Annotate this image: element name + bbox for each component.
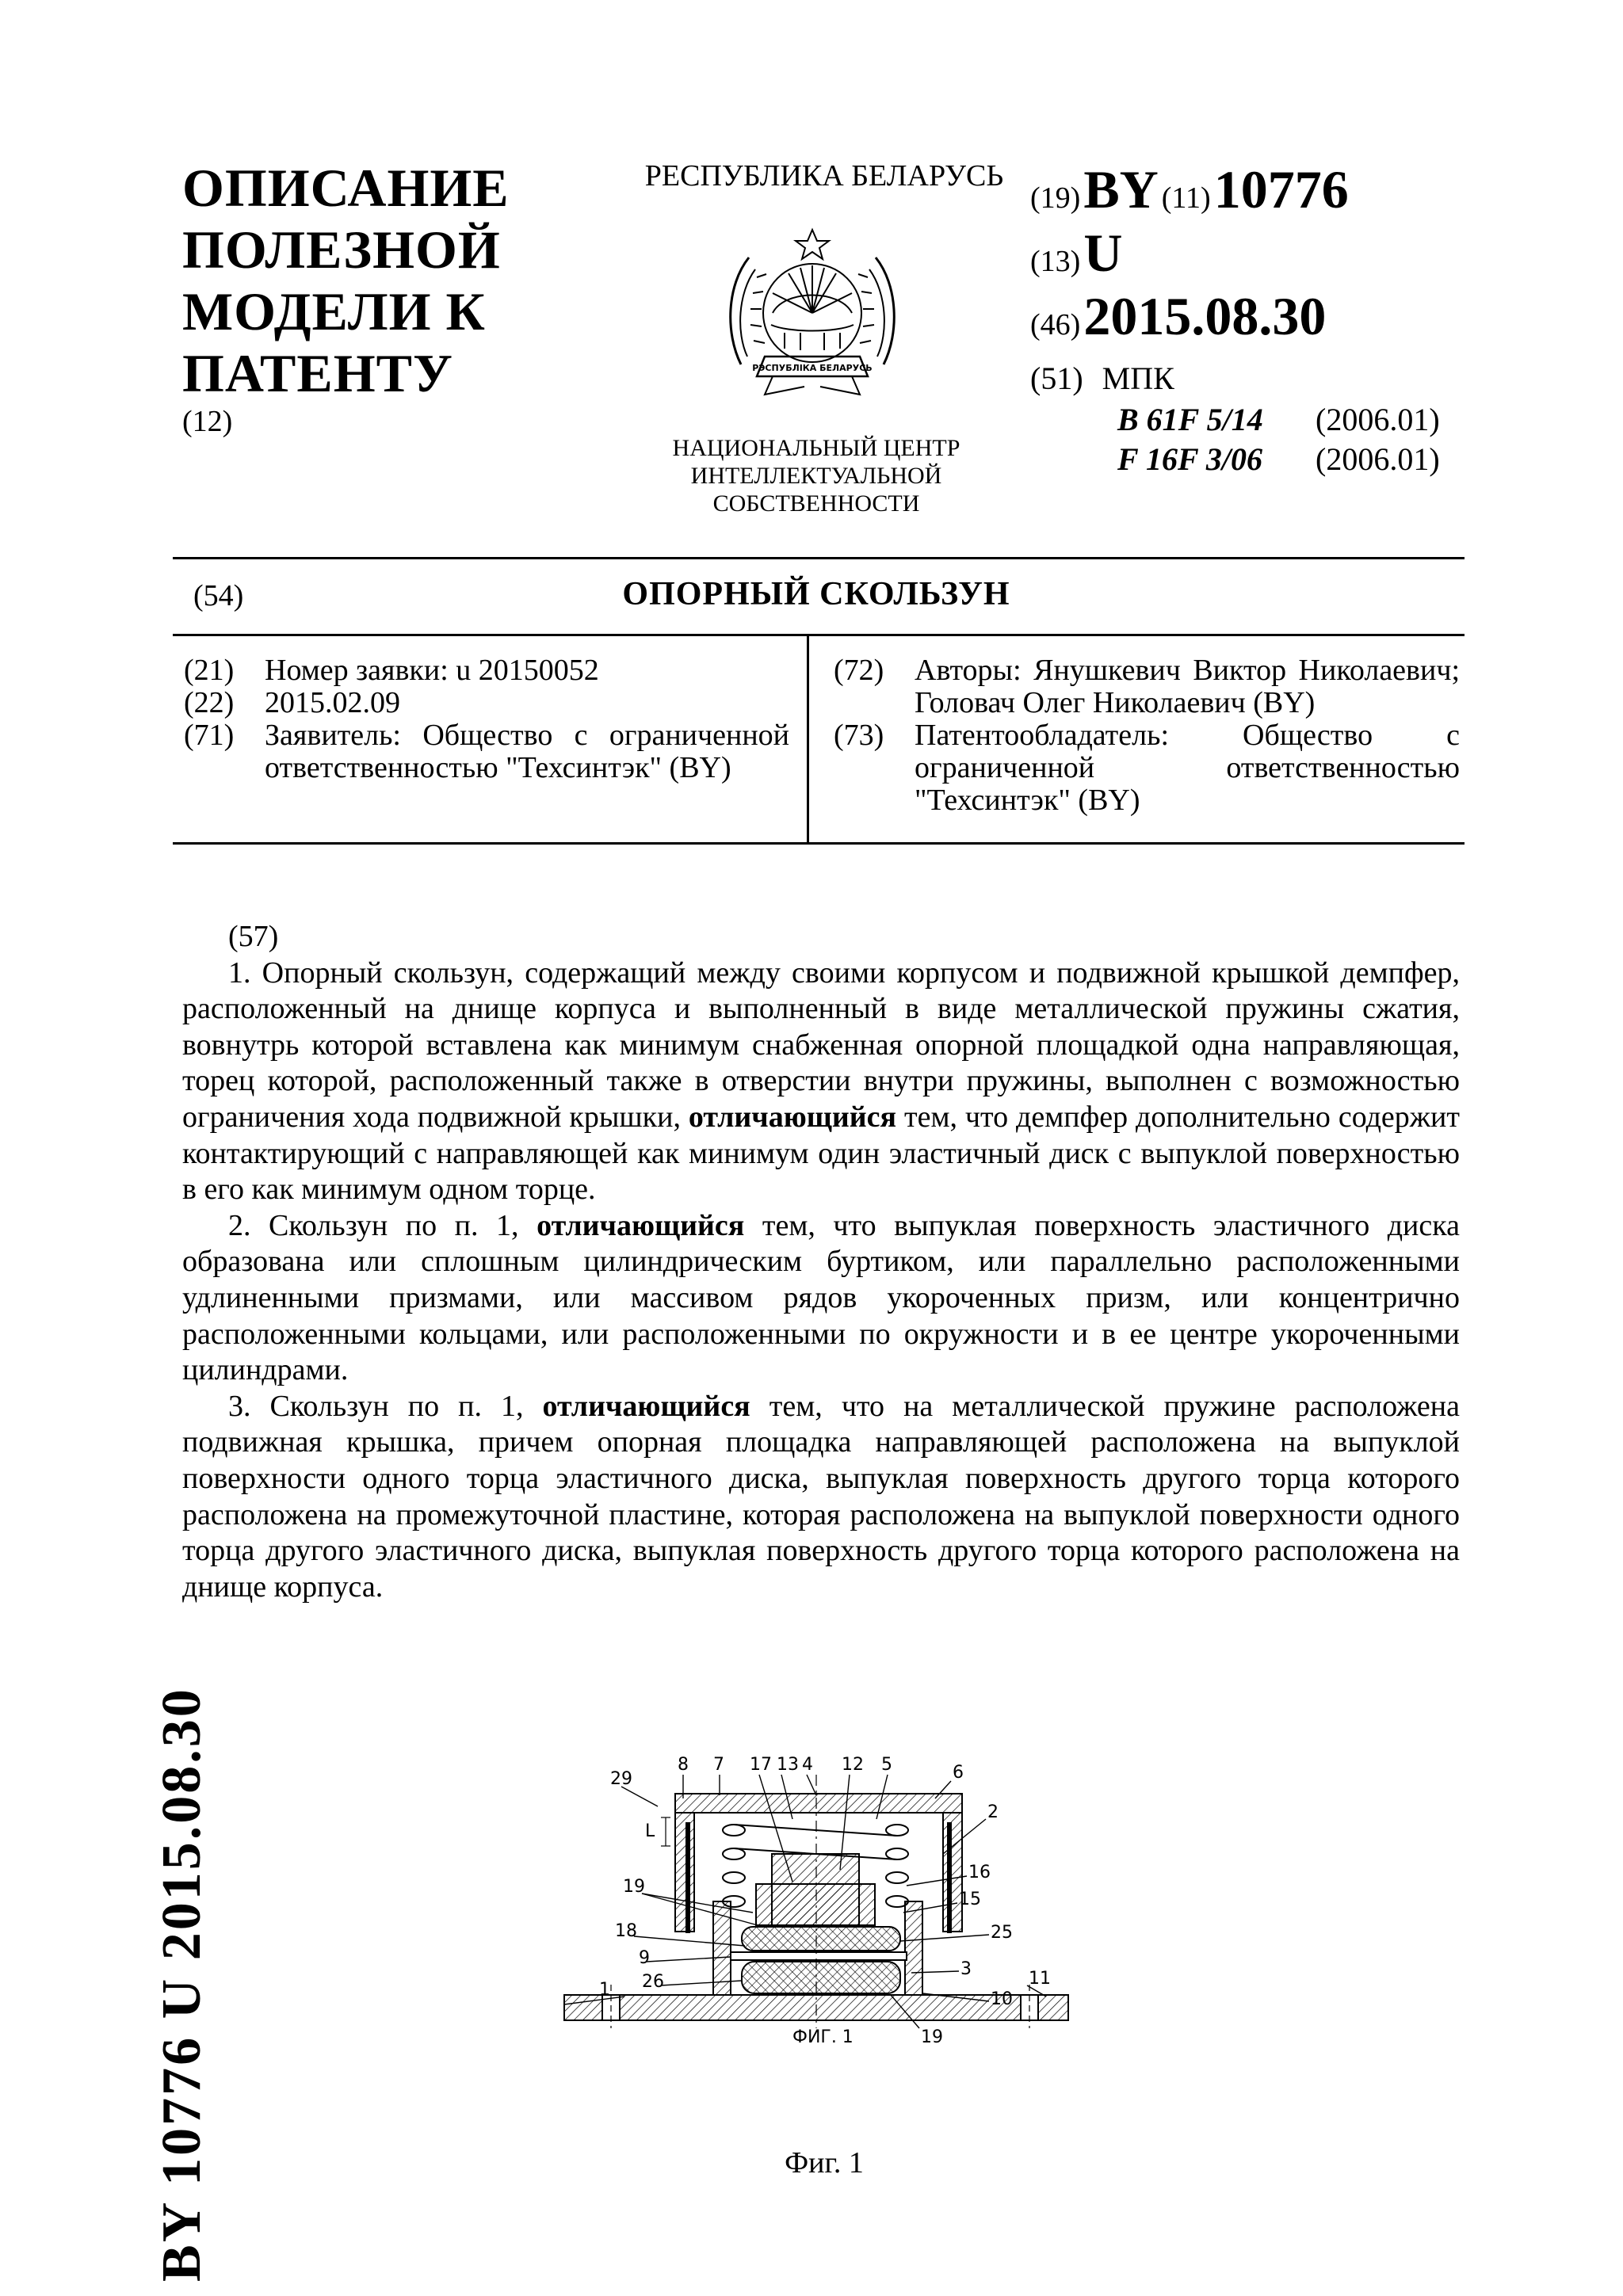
claim-text: тем, что выпуклая поверхность эластичного диска образована или сплошным цилиндрическим буртиком, или параллельно расположенными удлиненными призмами, или массивом рядов укороченных призм, или концентрично расположенными кольцами, или расположенными по окружности и в ее центре укороченными цилиндрами. — [182, 1208, 1461, 1387]
callout-label: 5 — [881, 1755, 892, 1775]
right-column — [834, 654, 1460, 817]
ipc-entry — [1117, 401, 1440, 438]
inid-code: (22) — [184, 686, 235, 719]
ipc-entry — [1117, 441, 1440, 478]
title-line: ПОЛЕЗНОЙ — [182, 219, 501, 280]
claim-text: 2. Скользун по п. 1, — [228, 1208, 519, 1242]
field-text: Заявитель: Общество с ограниченной ответственностью "Техсинтэк" (BY) — [265, 719, 789, 784]
title-rule — [173, 634, 1465, 636]
callout-label: 9 — [639, 1948, 650, 1968]
inid-12: (12) — [182, 405, 233, 438]
kind-code: U — [1083, 223, 1123, 283]
claim-1 — [182, 955, 1460, 1208]
callout-label: 7 — [713, 1755, 724, 1775]
figure-caption: Фиг. 1 — [785, 2146, 864, 2180]
callout-label: 4 — [802, 1755, 813, 1775]
inid-51: (51) — [1030, 360, 1083, 396]
field-72 — [834, 654, 1460, 719]
claims — [182, 919, 1460, 1605]
callout-label: 29 — [610, 1769, 632, 1789]
callout-label: 1 — [599, 1980, 610, 2000]
left-column — [184, 654, 789, 784]
callout-label: 13 — [777, 1755, 799, 1775]
ipc-row — [1030, 360, 1174, 397]
claim-2 — [182, 1208, 1460, 1389]
inid-code: (21) — [184, 654, 235, 687]
claim-3 — [182, 1389, 1460, 1606]
center-line: ИНТЕЛЛЕКТУАЛЬНОЙ — [690, 463, 942, 489]
kind-row — [1030, 222, 1122, 284]
claim-keyword: отличающийся — [688, 1100, 897, 1134]
callout-label: 19 — [623, 1877, 645, 1897]
ipc-version: (2006.01) — [1316, 441, 1440, 477]
inid-code: (72) — [834, 654, 884, 687]
ipc-version: (2006.01) — [1316, 402, 1440, 437]
ipc-code: F 16F 3/06 — [1117, 441, 1263, 477]
patent-number: 10776 — [1213, 159, 1349, 219]
claim-text: 1. Опорный скользун, содержащий между своими корпусом и подвижной крышкой демпфер, расположенный на днище корпуса и выполненный в виде металлической пружины сжатия, вовнутрь которой вставлена как минимум снабженная опорной площадкой одна направляющая, торец которой, расположенный также в отверстии внутри пружины, выполнен с возможностью ограничения хода подвижной крышки, — [182, 955, 1460, 1134]
bottom-rule — [173, 842, 1465, 845]
country-code: BY — [1083, 159, 1159, 219]
emblem-ribbon-text: РЭСПУБЛІКА БЕЛАРУСЬ — [752, 363, 873, 373]
field-22 — [184, 687, 789, 719]
republic-label: РЕСПУБЛИКА БЕЛАРУСЬ — [644, 159, 1004, 193]
callout-label: 25 — [991, 1923, 1013, 1943]
claim-keyword: отличающийся — [542, 1389, 750, 1423]
callout-label: 18 — [615, 1921, 637, 1941]
callout-label: 11 — [1029, 1969, 1051, 1989]
callout-label: 19 — [921, 2027, 943, 2047]
column-divider — [807, 636, 809, 844]
inid-19: (19) — [1030, 181, 1081, 215]
state-emblem — [709, 214, 915, 420]
callout-label: 8 — [678, 1755, 689, 1775]
inid-46: (46) — [1030, 308, 1081, 341]
field-71 — [184, 719, 789, 784]
callout-label: 2 — [987, 1802, 999, 1822]
callout-label: 12 — [842, 1755, 864, 1775]
field-text: Авторы: Янушкевич Виктор Николаевич; Головач Олег Николаевич (BY) — [915, 654, 1460, 719]
field-text: Номер заявки: u 20150052 — [265, 654, 599, 687]
publication-number-row — [1030, 158, 1349, 221]
claim-keyword: отличающийся — [537, 1208, 745, 1242]
title-line: ПАТЕНТУ — [182, 343, 453, 403]
bibliographic-data — [1030, 158, 1474, 491]
inid-code: (71) — [184, 719, 235, 752]
callout-label: 10 — [991, 1989, 1013, 2009]
side-identifier: BY 10776 U 2015.08.30 — [151, 1687, 212, 2282]
field-text: 2015.02.09 — [265, 686, 400, 719]
field-21 — [184, 654, 789, 687]
center-line: СОБСТВЕННОСТИ — [712, 490, 920, 517]
callout-label: 3 — [960, 1959, 972, 1979]
callout-label: 15 — [959, 1890, 981, 1909]
inid-code: (73) — [834, 719, 884, 752]
field-text: Патентообладатель: Общество с ограниченной ответственностью "Техсинтэк" (BY) — [915, 719, 1460, 817]
callout-label: 17 — [750, 1755, 772, 1775]
claim-text: 3. Скользун по п. 1, — [228, 1389, 524, 1423]
inid-57: (57) — [228, 920, 279, 953]
claim-text: тем, что на металлической пружине расположена подвижная крышка, причем опорная площадка направляющей расположена на выпуклой поверхности одного торца эластичного диска, выпуклая поверхность другого торца которого расположена на промежуточной пластине, которая расположена на выпуклой поверхности одного торца другого эластичного диска, выпуклая поверхность другого торца которого расположена на днище корпуса. — [182, 1389, 1461, 1604]
claim-text: тем, что демпфер дополнительно содержит контактирующий с направляющей как минимум один эластичный диск с выпуклой поверхностью в его как минимум одном торце. — [182, 1100, 1460, 1207]
date-row — [1030, 285, 1326, 348]
center-line: НАЦИОНАЛЬНЫЙ ЦЕНТР — [672, 435, 960, 461]
ipc-code: B 61F 5/14 — [1117, 402, 1263, 437]
inid-11: (11) — [1161, 181, 1211, 215]
callout-label: 16 — [968, 1863, 991, 1882]
title-line: ОПИСАНИЕ — [182, 158, 510, 218]
callout-label: 26 — [642, 1972, 664, 1992]
inid-13: (13) — [1030, 245, 1081, 278]
ipc-label: МПК — [1102, 360, 1174, 396]
publication-date: 2015.08.30 — [1083, 286, 1327, 346]
top-rule — [173, 557, 1465, 559]
title-line: МОДЕЛИ К — [182, 281, 486, 341]
figure-inner-caption: ФИГ. 1 — [792, 2027, 854, 2047]
national-center — [626, 434, 1006, 517]
figure-1-drawing — [555, 1743, 1094, 2052]
inid-54: (54) — [193, 579, 244, 612]
callout-label: L — [645, 1821, 655, 1841]
invention-title: ОПОРНЫЙ СКОЛЬЗУН — [622, 576, 1010, 612]
field-73 — [834, 719, 1460, 817]
callout-label: 6 — [953, 1763, 964, 1783]
document-title — [182, 157, 563, 404]
